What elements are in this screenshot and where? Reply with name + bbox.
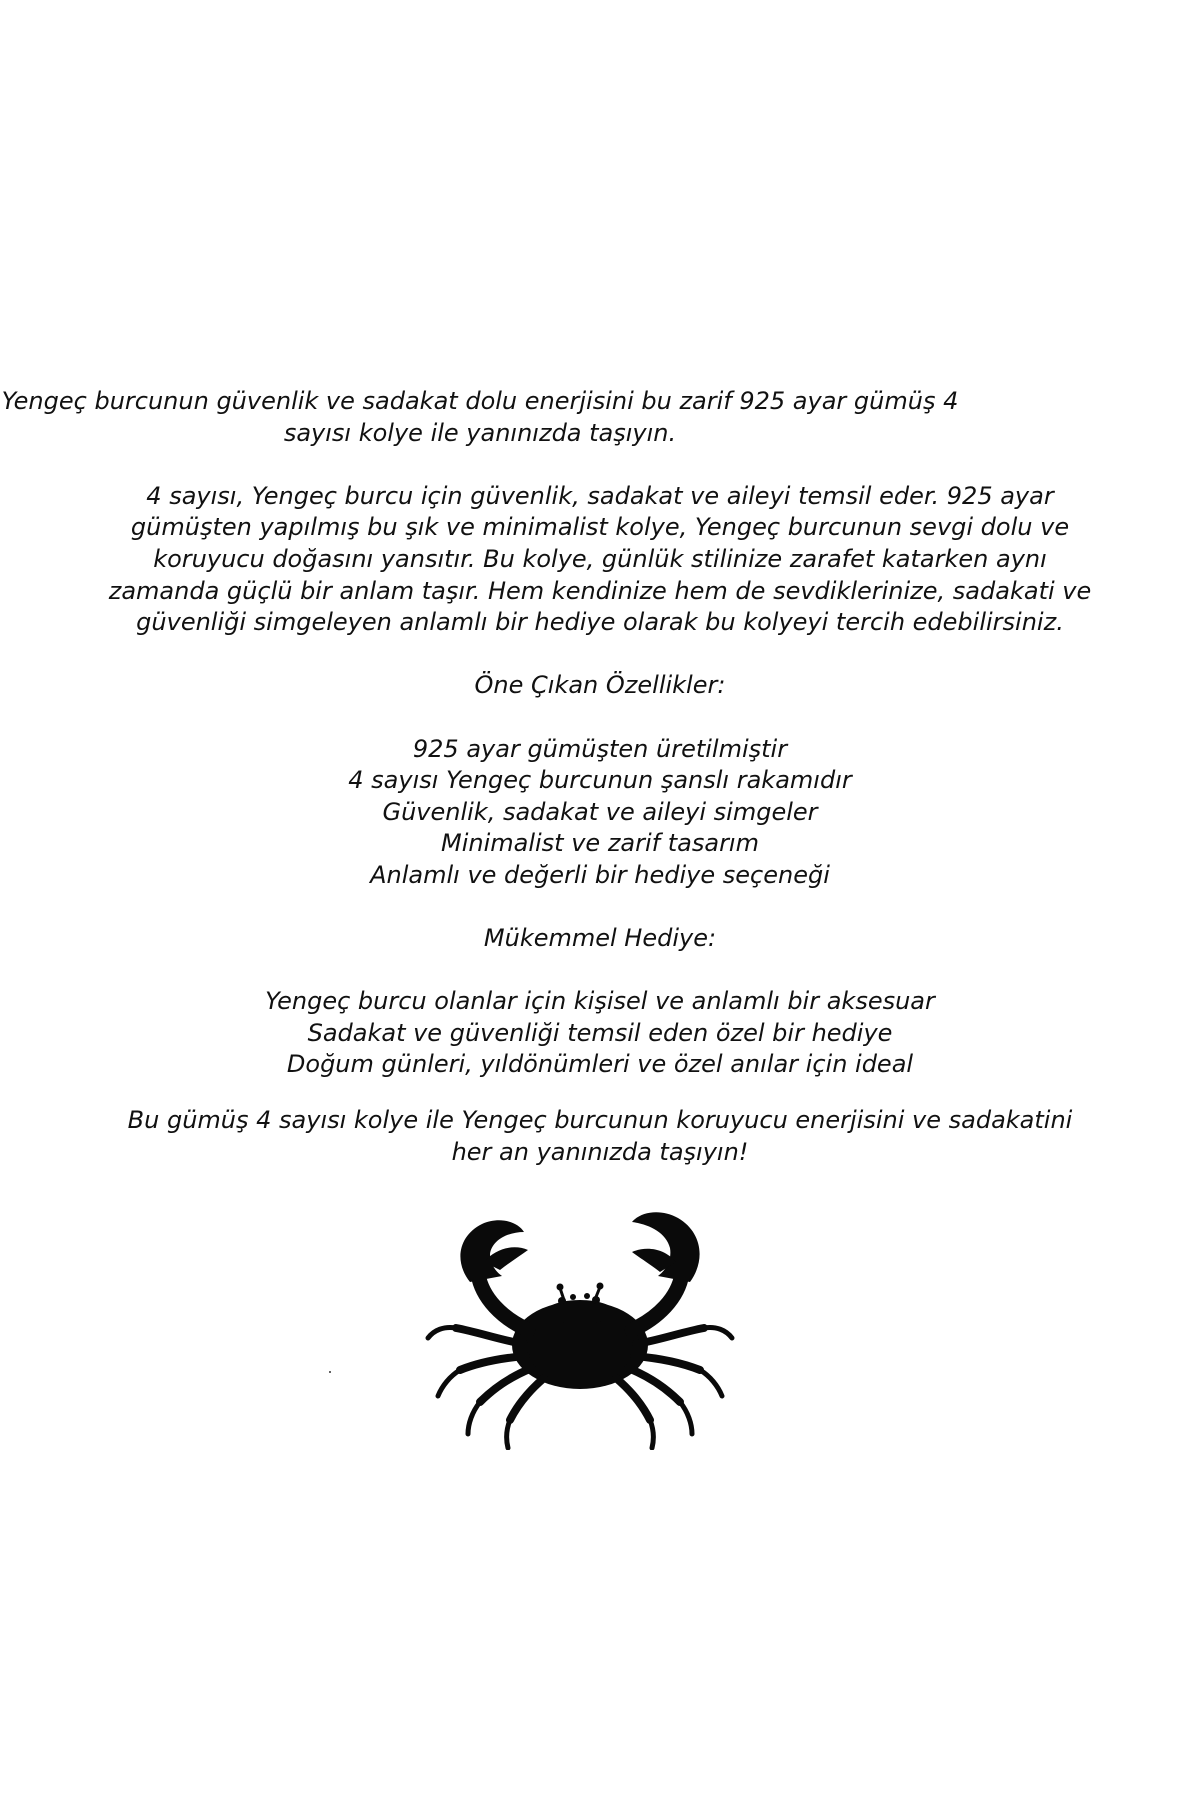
- list-item: Güvenlik, sadakat ve aileyi simgeler: [382, 797, 818, 826]
- closing-paragraph: Bu gümüş 4 sayısı kolye ile Yengeç burcunun koruyucu enerjisini ve sadakatini her an yanınızda taşıyın!: [127, 1106, 1073, 1166]
- features-list: [0, 734, 1200, 892]
- gift-heading: Mükemmel Hediye:: [483, 924, 717, 953]
- features-heading: Öne Çıkan Özellikler:: [474, 671, 726, 700]
- speck: [329, 1371, 331, 1373]
- list-item: 925 ayar gümüşten üretilmiştir: [412, 734, 788, 763]
- list-item: Doğum günleri, yıldönümleri ve özel anılar için ideal: [286, 1050, 914, 1079]
- list-item: Yengeç burcu olanlar için kişisel ve anlamlı bir aksesuar: [265, 987, 935, 1016]
- crab-icon: [420, 1200, 740, 1450]
- list-item: Anlamlı ve değerli bir hediye seçeneği: [370, 860, 830, 889]
- list-item: Minimalist ve zarif tasarım: [441, 829, 759, 858]
- crab-silhouette: [420, 1200, 740, 1450]
- description-text: [0, 386, 1200, 1168]
- gift-list: [0, 986, 1200, 1081]
- list-item: 4 sayısı Yengeç burcunun şanslı rakamıdır: [348, 766, 852, 795]
- list-item: Sadakat ve güvenliği temsil eden özel bir hediye: [307, 1018, 893, 1047]
- intro-paragraph: Yengeç burcunun güvenlik ve sadakat dolu enerjisini bu zarif 925 ayar gümüş 4 sayısı kolye ile yanınızda taşıyın.: [1, 387, 959, 447]
- description-paragraph: 4 sayısı, Yengeç burcu için güvenlik, sadakat ve aileyi temsil eder. 925 ayar gümüşten yapılmış bu şık ve minimalist kolye, Yengeç burcunun sevgi dolu ve koruyucu doğasını yansıtır. Bu kolye, günlük stilinize zarafet katarken aynı zamanda güçlü bir anlam taşır. Hem kendinize hem de sevdiklerinize, sadakati ve güvenliği simgeleyen anlamlı bir hediye olarak bu kolyeyi tercih edebilirsiniz.: [108, 481, 1092, 637]
